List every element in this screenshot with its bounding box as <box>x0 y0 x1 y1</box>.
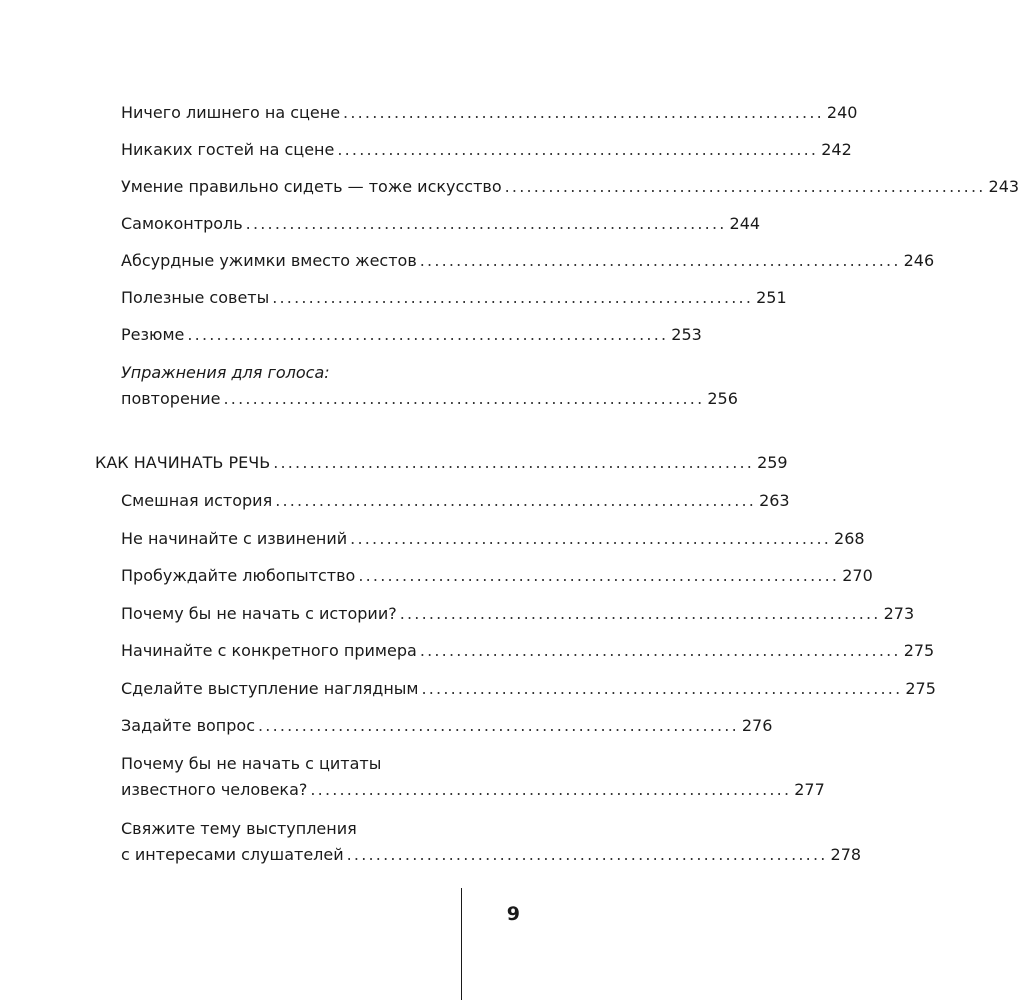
toc-entry-title: Ничего лишнего на сцене <box>121 103 341 122</box>
toc-leader-dots: .................................................................. <box>272 288 754 307</box>
toc-chapter-entry <box>95 450 788 476</box>
toc-entry <box>121 360 738 412</box>
toc-entry <box>121 488 790 514</box>
toc-entry-title: Начинайте с конкретного примера <box>121 641 417 660</box>
toc-entry <box>121 248 935 274</box>
toc-entry <box>121 100 858 126</box>
toc-entry-page: 240 <box>826 103 858 122</box>
toc-entry-page: 278 <box>830 845 862 864</box>
toc-leader-dots: .................................................................. <box>187 325 669 344</box>
toc-leader-dots: .................................................................. <box>358 566 840 585</box>
toc-entry <box>121 211 761 237</box>
toc-entry-title-continued: повторение <box>121 389 221 408</box>
toc-entry-page: 275 <box>905 679 936 698</box>
toc-entry-page: 263 <box>759 491 790 510</box>
toc-entry-title: Самоконтроль <box>121 214 243 233</box>
toc-entry-title: Полезные советы <box>121 288 270 307</box>
toc-entry <box>121 322 702 348</box>
toc-leader-dots: .................................................................. <box>346 845 828 864</box>
toc-leader-dots: .................................................................. <box>310 780 792 799</box>
toc-entry <box>121 751 825 803</box>
toc-entry-page: 246 <box>903 251 935 270</box>
toc-entry-page: 276 <box>741 716 773 735</box>
toc-entry <box>121 563 873 589</box>
toc-leader-dots: .................................................................. <box>223 389 705 408</box>
page-number: 9 <box>506 903 520 925</box>
toc-entry-title: Почему бы не начать с цитаты <box>121 754 382 773</box>
toc-entry-title-continued: известного человека? <box>121 780 308 799</box>
toc-entry-title: Пробуждайте любопытство <box>121 566 356 585</box>
toc-entry-page: 243 <box>988 177 1019 196</box>
toc-leader-dots: .................................................................. <box>350 529 832 548</box>
toc-entry-title: Сделайте выступление наглядным <box>121 679 419 698</box>
toc-leader-dots: .................................................................. <box>245 214 727 233</box>
toc-entry-title: Смешная история <box>121 491 273 510</box>
toc-leader-dots: .................................................................. <box>419 641 901 660</box>
toc-entry-title: Абсурдные ужимки вместо жестов <box>121 251 417 270</box>
toc-entry-page: 270 <box>842 566 873 585</box>
toc-entry-title: Не начинайте с извинений <box>121 529 348 548</box>
toc-entry <box>121 713 773 739</box>
toc-entry-title: Задайте вопрос <box>121 716 255 735</box>
toc-entry-page: 273 <box>883 604 915 623</box>
toc-entry-page: 259 <box>757 453 788 472</box>
toc-entry-title: Свяжите тему выступления <box>121 819 357 838</box>
toc-entry-title: Почему бы не начать с истории? <box>121 604 397 623</box>
toc-leader-dots: .................................................................. <box>273 453 755 472</box>
toc-entry-title: Упражнения для голоса: <box>121 363 330 382</box>
toc-entry <box>121 137 852 163</box>
toc-entry-title: Умение правильно сидеть — тоже искусство <box>121 177 502 196</box>
toc-entry-page: 253 <box>671 325 702 344</box>
toc-entry-page: 275 <box>903 641 935 660</box>
toc-leader-dots: .................................................................. <box>399 604 881 623</box>
toc-entry-page: 244 <box>729 214 761 233</box>
toc-entry-page: 256 <box>707 389 738 408</box>
toc-entry <box>121 638 935 664</box>
toc-leader-dots: .................................................................. <box>337 140 819 159</box>
toc-leader-dots: .................................................................. <box>421 679 903 698</box>
toc-entry-page: 251 <box>756 288 787 307</box>
toc-entry-page: 242 <box>821 140 852 159</box>
toc-leader-dots: .................................................................. <box>419 251 901 270</box>
toc-chapter-title: КАК НАЧИНАТЬ РЕЧЬ <box>95 453 271 472</box>
toc-entry-page: 268 <box>834 529 865 548</box>
toc-entry-title-continued: с интересами слушателей <box>121 845 344 864</box>
toc-leader-dots: .................................................................. <box>343 103 824 122</box>
toc-entry-title: Никаких гостей на сцене <box>121 140 335 159</box>
toc-entry-title: Резюме <box>121 325 185 344</box>
toc-leader-dots: .................................................................. <box>258 716 739 735</box>
toc-leader-dots: .................................................................. <box>504 177 986 196</box>
toc-entry <box>121 174 1019 200</box>
toc-entry <box>121 816 862 868</box>
toc-entry <box>121 526 865 552</box>
toc-entry <box>121 676 936 702</box>
toc-leader-dots: .................................................................. <box>275 491 757 510</box>
toc-entry <box>121 601 915 627</box>
toc-entry <box>121 285 787 311</box>
toc-entry-page: 277 <box>794 780 825 799</box>
vertical-rule <box>461 888 462 1000</box>
